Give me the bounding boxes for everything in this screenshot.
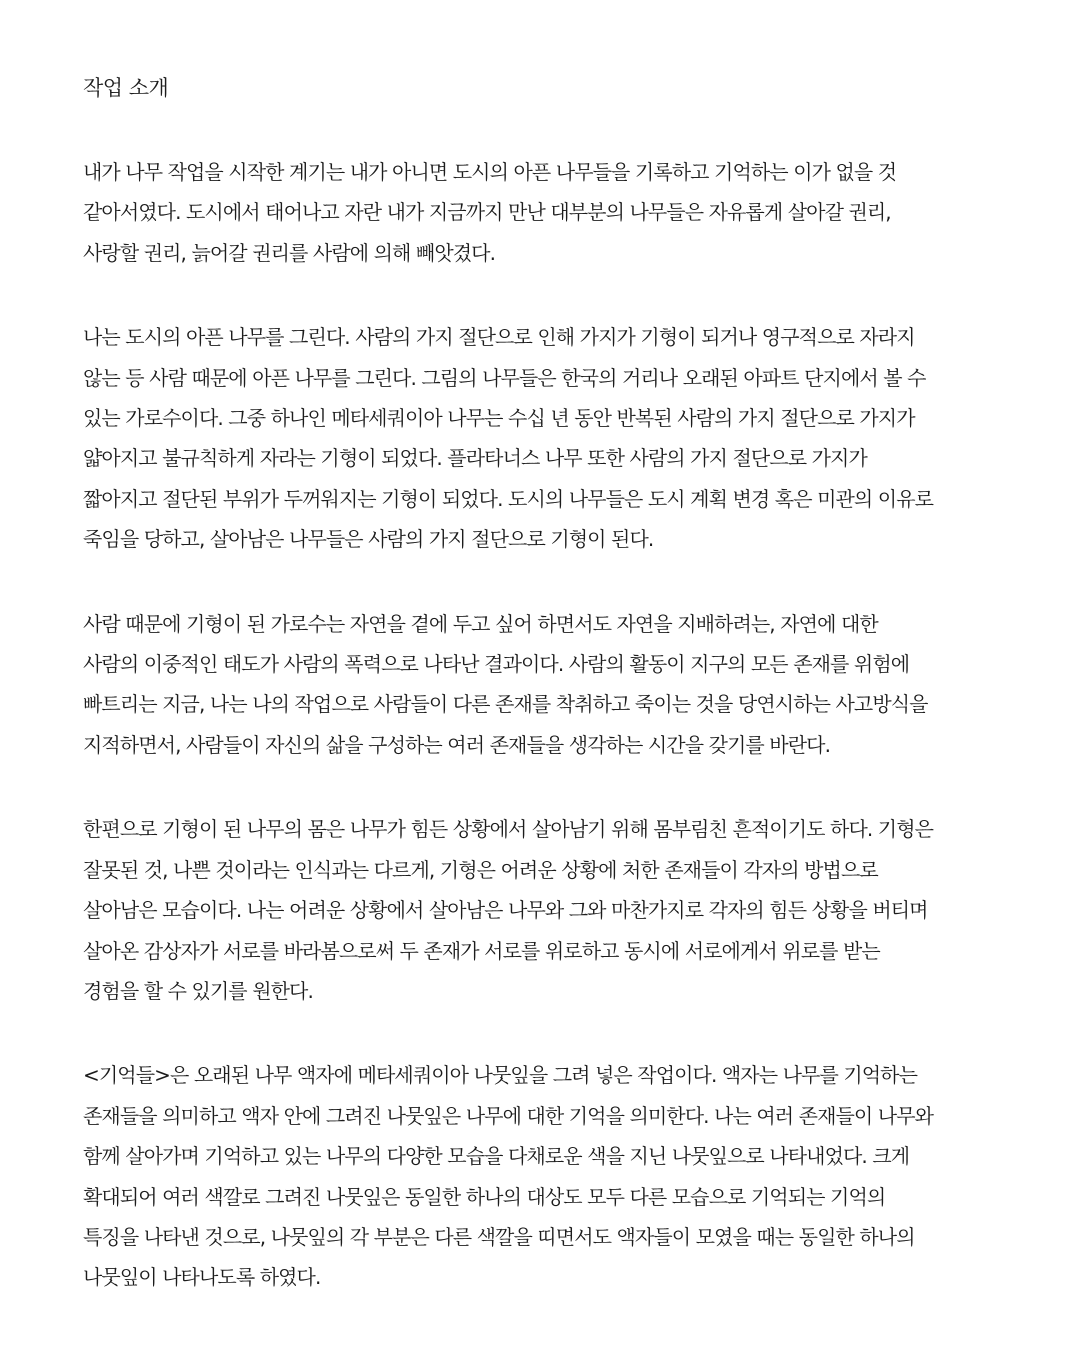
text-line: <기억들>은 오래된 나무 액자에 메타세쿼이아 나뭇잎을 그려 넣은 작업이다. 액자는 나무를 기억하는 xyxy=(83,1063,918,1088)
text-line: 살아남은 모습이다. 나는 어려운 상황에서 살아남은 나무와 그와 마찬가지로 각자의 힘든 상황을 버티며 xyxy=(83,898,928,923)
text-line: 지적하면서, 사람들이 자신의 삶을 구성하는 여러 존재들을 생각하는 시간을 갖기를 바란다. xyxy=(83,732,831,757)
text-line: 나뭇잎이 나타나도록 하였다. xyxy=(83,1265,321,1290)
text-line: 얇아지고 불규칙하게 자라는 기형이 되었다. 플라타너스 나무 또한 사람의 가지 절단으로 가지가 xyxy=(83,446,867,471)
text-line: 않는 등 사람 때문에 아픈 나무를 그린다. 그림의 나무들은 한국의 거리나 오래된 아파트 단지에서 볼 수 xyxy=(83,365,926,390)
text-line: 나는 도시의 아픈 나무를 그린다. 사람의 가지 절단으로 인해 가지가 기형이 되거나 영구적으로 자라지 xyxy=(83,325,915,350)
text-line: 내가 나무 작업을 시작한 계기는 내가 아니면 도시의 아픈 나무들을 기록하고 기억하는 이가 없을 것 xyxy=(83,160,897,184)
paragraph xyxy=(83,809,1003,1011)
text-line: 잘못된 것, 나쁜 것이라는 인식과는 다르게, 기형은 어려운 상황에 처한 존재들이 각자의 방법으로 xyxy=(83,857,878,882)
text-line: 함께 살아가며 기억하고 있는 나무의 다양한 모습을 다채로운 색을 지닌 나뭇잎으로 나타내었다. 크게 xyxy=(83,1144,910,1169)
text-line: 빠트리는 지금, 나는 나의 작업으로 사람들이 다른 존재를 착취하고 죽이는 것을 당연시하는 사고방식을 xyxy=(83,692,928,717)
text-line: 죽임을 당하고, 살아남은 나무들은 사람의 가지 절단으로 기형이 된다. xyxy=(83,527,654,552)
text-line: 사랑할 권리, 늙어갈 권리를 사람에 의해 빼앗겼다. xyxy=(83,240,496,265)
text-line: 짧아지고 절단된 부위가 두꺼워지는 기형이 되었다. 도시의 나무들은 도시 계획 변경 혹은 미관의 이유로 xyxy=(83,486,934,511)
text-line: 특징을 나타낸 것으로, 나뭇잎의 각 부분은 다른 색깔을 띠면서도 액자들이 모였을 때는 동일한 하나의 xyxy=(83,1224,915,1249)
text-line: 경험을 할 수 있기를 원한다. xyxy=(83,978,313,1003)
paragraph xyxy=(83,317,1003,559)
text-line: 확대되어 여러 색깔로 그려진 나뭇잎은 동일한 하나의 대상도 모두 다른 모습으로 기억되는 기억의 xyxy=(83,1184,886,1209)
text-line: 사람 때문에 기형이 된 가로수는 자연을 곁에 두고 싶어 하면서도 자연을 지배하려는, 자연에 대한 xyxy=(83,611,878,636)
text-line: 같아서였다. 도시에서 태어나고 자란 내가 지금까지 만난 대부분의 나무들은 자유롭게 살아갈 권리, xyxy=(83,200,891,225)
paragraph xyxy=(83,604,1003,766)
paragraph xyxy=(83,152,1003,273)
paragraph xyxy=(83,1055,1003,1297)
text-line: 사람의 이중적인 태도가 사람의 폭력으로 나타난 결과이다. 사람의 활동이 지구의 모든 존재를 위험에 xyxy=(83,652,910,677)
section-title: 작업 소개 xyxy=(83,76,169,100)
document-page xyxy=(83,70,1003,1342)
text-line: 존재들을 의미하고 액자 안에 그려진 나뭇잎은 나무에 대한 기억을 의미한다. 나는 여러 존재들이 나무와 xyxy=(83,1103,934,1128)
text-line: 한편으로 기형이 된 나무의 몸은 나무가 힘든 상황에서 살아남기 위해 몸부림친 흔적이기도 하다. 기형은 xyxy=(83,817,934,842)
text-line: 살아온 감상자가 서로를 바라봄으로써 두 존재가 서로를 위로하고 동시에 서로에게서 위로를 받는 xyxy=(83,938,880,963)
text-line: 있는 가로수이다. 그중 하나인 메타세쿼이아 나무는 수십 년 동안 반복된 사람의 가지 절단으로 가지가 xyxy=(83,406,915,431)
